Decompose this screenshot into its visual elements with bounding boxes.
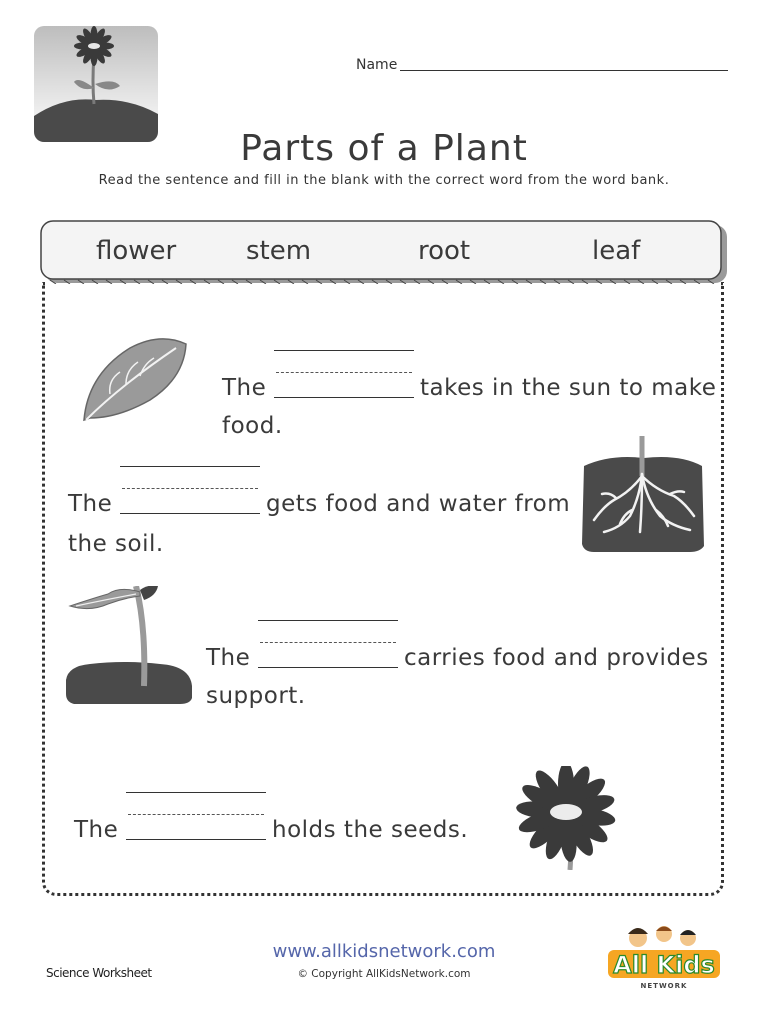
page-title: Parts of a Plant: [240, 128, 528, 169]
question-1-before: The: [222, 375, 267, 401]
stem-icon: [64, 586, 194, 704]
name-label: Name: [356, 57, 398, 73]
category-label: Science Worksheet: [46, 966, 152, 980]
hero-flower-image: [34, 26, 158, 142]
question-4-after: holds the seeds.: [272, 817, 469, 843]
website-link[interactable]: www.allkidsnetwork.com: [272, 941, 496, 962]
question-3-answer-blank[interactable]: [258, 620, 398, 674]
question-2-after-line2: the soil.: [68, 531, 164, 557]
leaf-icon: [80, 334, 192, 424]
word-bank-item: leaf: [592, 236, 641, 266]
question-3-after-line2: support.: [206, 683, 306, 709]
word-bank-item: stem: [246, 236, 312, 266]
question-2-answer-blank[interactable]: [120, 466, 260, 520]
word-bank: [40, 220, 728, 284]
question-3-before: The: [206, 645, 251, 671]
question-2-before: The: [68, 491, 113, 517]
flower-icon: [506, 766, 626, 870]
question-2-after: gets food and water from: [266, 491, 571, 517]
root-icon: [580, 436, 706, 554]
question-1-after-line2: food.: [222, 413, 283, 439]
copyright: © Copyright AllKidsNetwork.com: [297, 968, 471, 980]
instructions: Read the sentence and fill in the blank with the correct word from the word bank.: [98, 173, 670, 188]
name-field[interactable]: [400, 70, 728, 71]
logo-subtext: NETWORK: [640, 982, 688, 990]
question-4-answer-blank[interactable]: [126, 792, 266, 846]
word-bank-item: root: [418, 236, 471, 266]
question-3-after: carries food and provides: [404, 645, 709, 671]
logo-text: All Kids: [613, 951, 715, 979]
all-kids-network-logo: [604, 922, 724, 992]
question-1-after: takes in the sun to make: [420, 375, 717, 401]
question-4-before: The: [74, 817, 119, 843]
question-1-answer-blank[interactable]: [274, 350, 414, 404]
word-bank-item: flower: [96, 236, 177, 266]
